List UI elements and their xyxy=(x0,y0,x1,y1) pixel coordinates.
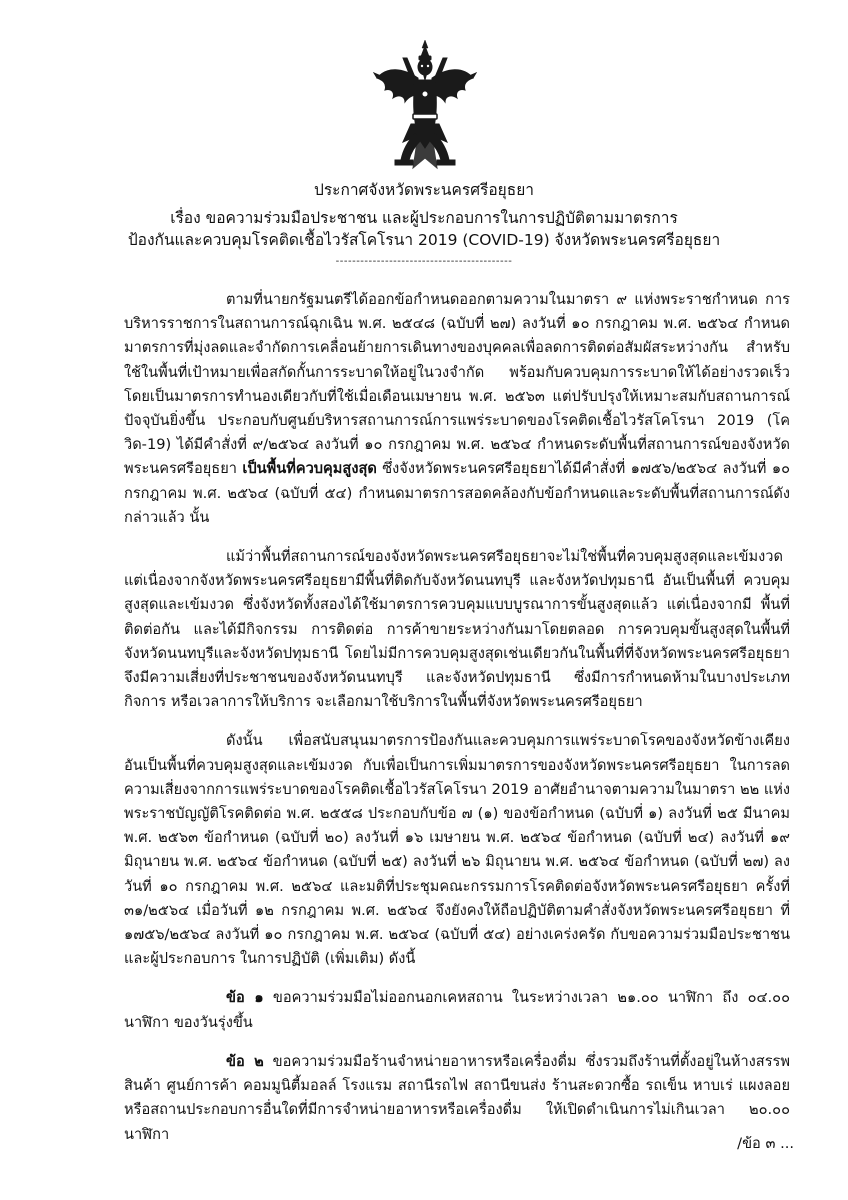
announcement-title: ประกาศจังหวัดพระนครศรีอยุธยา xyxy=(313,181,534,199)
clause-1 xyxy=(124,986,790,1034)
paragraph-preamble-text: ตามที่นายกรัฐมนตรีได้ออกข้อกำหนดออกตามความในมาตรา ๙ แห่งพระราชกำหนด การบริหารราชการในสถานการณ์ฉุกเฉิน พ.ศ. ๒๕๔๘ (ฉบับที่ ๒๗) ลงวันที่ ๑๐ กรกฎาคม พ.ศ. ๒๕๖๔ กำหนดมาตรการที่มุ่งลดและจำกัดการเคลื่อนย้ายการเดินทางของบุคคลเพื่อลดการติดต่อสัมผัสระหว่างกัน สำหรับใช้ในพื้นที่เป้าหมายเพื่อสกัดกั้นการระบาดให้อยู่ในวงจำกัด พร้อมกับควบคุมการระบาดให้ได้อย่างรวดเร็ว โดยเป็นมาตรการทำนองเดียวกับที่ใช้เมื่อเดือนเมษายน พ.ศ. ๒๕๖๓ แต่ปรับปรุงให้เหมาะสมกับสถานการณ์ปัจจุบันยิ่งขึ้น ประกอบกับศูนย์บริหารสถานการณ์การแพร่ระบาดของโรคติดเชื้อไวรัสโคโรนา 2019 (โควิด-19) ได้มีคำสั่งที่ ๙/๒๕๖๔ ลงวันที่ ๑๐ กรกฎาคม พ.ศ. ๒๕๖๔ กำหนดระดับพื้นที่สถานการณ์ของจังหวัดพระนครศรีอยุธยา xyxy=(124,291,790,478)
paragraph-preamble-text-continued: ซึ่งจังหวัดพระนครศรีอยุธยาได้มีคำสั่งที่ ๑๗๕๖/๒๕๖๔ ลงวันที่ ๑๐ กรกฎาคม พ.ศ. ๒๕๖๔ (ฉบับที่ ๕๔) กำหนดมาตรการสอดคล้องกับข้อกำหนดและระดับพื้นที่สถานการณ์ดังกล่าวแล้ว นั้น xyxy=(124,460,790,526)
announcement-subject-continued: ป้องกันและควบคุมโรคติดเชื้อไวรัสโคโรนา 2019 (COVID-19) จังหวัดพระนครศรีอยุธยา xyxy=(127,231,721,249)
clause-2-text: ขอความร่วมมือร้านจำหน่ายอาหารหรือเครื่องดื่ม ซึ่งรวมถึงร้านที่ตั้งอยู่ในห้างสรรพสินค้า ศูนย์การค้า คอมมูนิตี้มอลล์ โรงแรม สถานีรถไฟ สถานีขนส่ง ร้านสะดวกซื้อ รถเข็น หาบเร่ แผงลอย หรือสถานประกอบการอื่นใดที่มีการจำหน่ายอาหารหรือเครื่องดื่ม ให้เปิดดำเนินการไม่เกินเวลา ๒๐.๐๐ นาฬิกา xyxy=(124,1052,790,1143)
clause-1-text: ขอความร่วมมือไม่ออกนอกเคหสถาน ในระหว่างเวลา ๒๑.๐๐ นาฬิกา ถึง ๐๔.๐๐ นาฬิกา ของวันรุ่งขึ้น xyxy=(124,989,790,1031)
title-divider: ------------------------------------------- xyxy=(335,256,513,267)
clause-2-label: ข้อ ๒ xyxy=(226,1052,264,1070)
document-body xyxy=(124,288,790,1162)
paragraph-authority: ดังนั้น เพื่อสนับสนุนมาตรการป้องกันและควบคุมการแพร่ระบาดโรคของจังหวัดข้างเคียง อันเป็นพื้นที่ควบคุมสูงสุดและเข้มงวด กับเพื่อเป็นการเพิ่มมาตรการของจังหวัดพระนครศรีอยุธยา ในการลดความเสี่ยงจากการแพร่ระบาดของโรคติดเชื้อไวรัสโคโรนา 2019 อาศัยอำนาจตามความในมาตรา ๒๒ แห่งพระราชบัญญัติโรคติดต่อ พ.ศ. ๒๕๕๘ ประกอบกับข้อ ๗ (๑) ของข้อกำหนด (ฉบับที่ ๑) ลงวันที่ ๒๕ มีนาคม พ.ศ. ๒๕๖๓ ข้อกำหนด (ฉบับที่ ๒๐) ลงวันที่ ๑๖ เมษายน พ.ศ. ๒๕๖๔ ข้อกำหนด (ฉบับที่ ๒๔) ลงวันที่ ๑๙ มิถุนายน พ.ศ. ๒๕๖๔ ข้อกำหนด (ฉบับที่ ๒๕) ลงวันที่ ๒๖ มิถุนายน พ.ศ. ๒๕๖๔ ข้อกำหนด (ฉบับที่ ๒๗) ลงวันที่ ๑๐ กรกฎาคม พ.ศ. ๒๕๖๔ และมติที่ประชุมคณะกรรมการโรคติดต่อจังหวัดพระนครศรีอยุธยา ครั้งที่ ๓๑/๒๕๖๔ เมื่อวันที่ ๑๒ กรกฎาคม พ.ศ. ๒๕๖๔ จึงยังคงให้ถือปฏิบัติตามคำสั่งจังหวัดพระนครศรีอยุธยา ที่ ๑๗๕๖/๒๕๖๔ ลงวันที่ ๑๐ กรกฎาคม พ.ศ. ๒๕๖๔ (ฉบับที่ ๕๔) อย่างเคร่งครัด กับขอความร่วมมือประชาชน และผู้ประกอบการ ในการปฏิบัติ (เพิ่มเติม) ดังนี้ xyxy=(124,732,790,968)
clause-2 xyxy=(124,1050,790,1147)
paragraph-preamble xyxy=(124,288,790,530)
clause-1-label: ข้อ ๑ xyxy=(226,989,264,1007)
highest-control-area-emphasis: เป็นพื้นที่ควบคุมสูงสุด xyxy=(242,460,377,478)
page-continuation: /ข้อ ๓ ... xyxy=(737,1135,794,1152)
paragraph-rationale: แม้ว่าพื้นที่สถานการณ์ของจังหวัดพระนครศรีอยุธยาจะไม่ใช่พื้นที่ควบคุมสูงสุดและเข้มงวด แต่เนื่องจากจังหวัดพระนครศรีอยุธยามีพื้นที่ติดกับจังหวัดนนทบุรี และจังหวัดปทุมธานี อันเป็นพื้นที่ ควบคุมสูงสุดและเข้มงวด ซึ่งจังหวัดทั้งสองได้ใช้มาตรการควบคุมแบบบูรณาการขั้นสูงสุดแล้ว แต่เนื่องจากมี พื้นที่ติดต่อกัน และได้มีกิจกรรม การติดต่อ การค้าขายระหว่างกันมาโดยตลอด การควบคุมขั้นสูงสุดในพื้นที่ จังหวัดนนทบุรีและจังหวัดปทุมธานี โดยไม่มีการควบคุมสูงสุดเช่นเดียวกันในพื้นที่ที่จังหวัดพระนครศรีอยุธยา จึงมีความเสี่ยงที่ประชาชนของจังหวัดนนทบุรี และจังหวัดปทุมธานี ซึ่งมีการกำหนดห้ามในบางประเภทกิจการ หรือเวลาการให้บริการ จะเลือกมาใช้บริการในพื้นที่จังหวัดพระนครศรีอยุธยา xyxy=(124,548,790,711)
garuda-emblem-icon xyxy=(373,38,477,170)
announcement-subject: เรื่อง ขอความร่วมมือประชาชน และผู้ประกอบการในการปฏิบัติตามมาตรการ xyxy=(170,209,678,227)
